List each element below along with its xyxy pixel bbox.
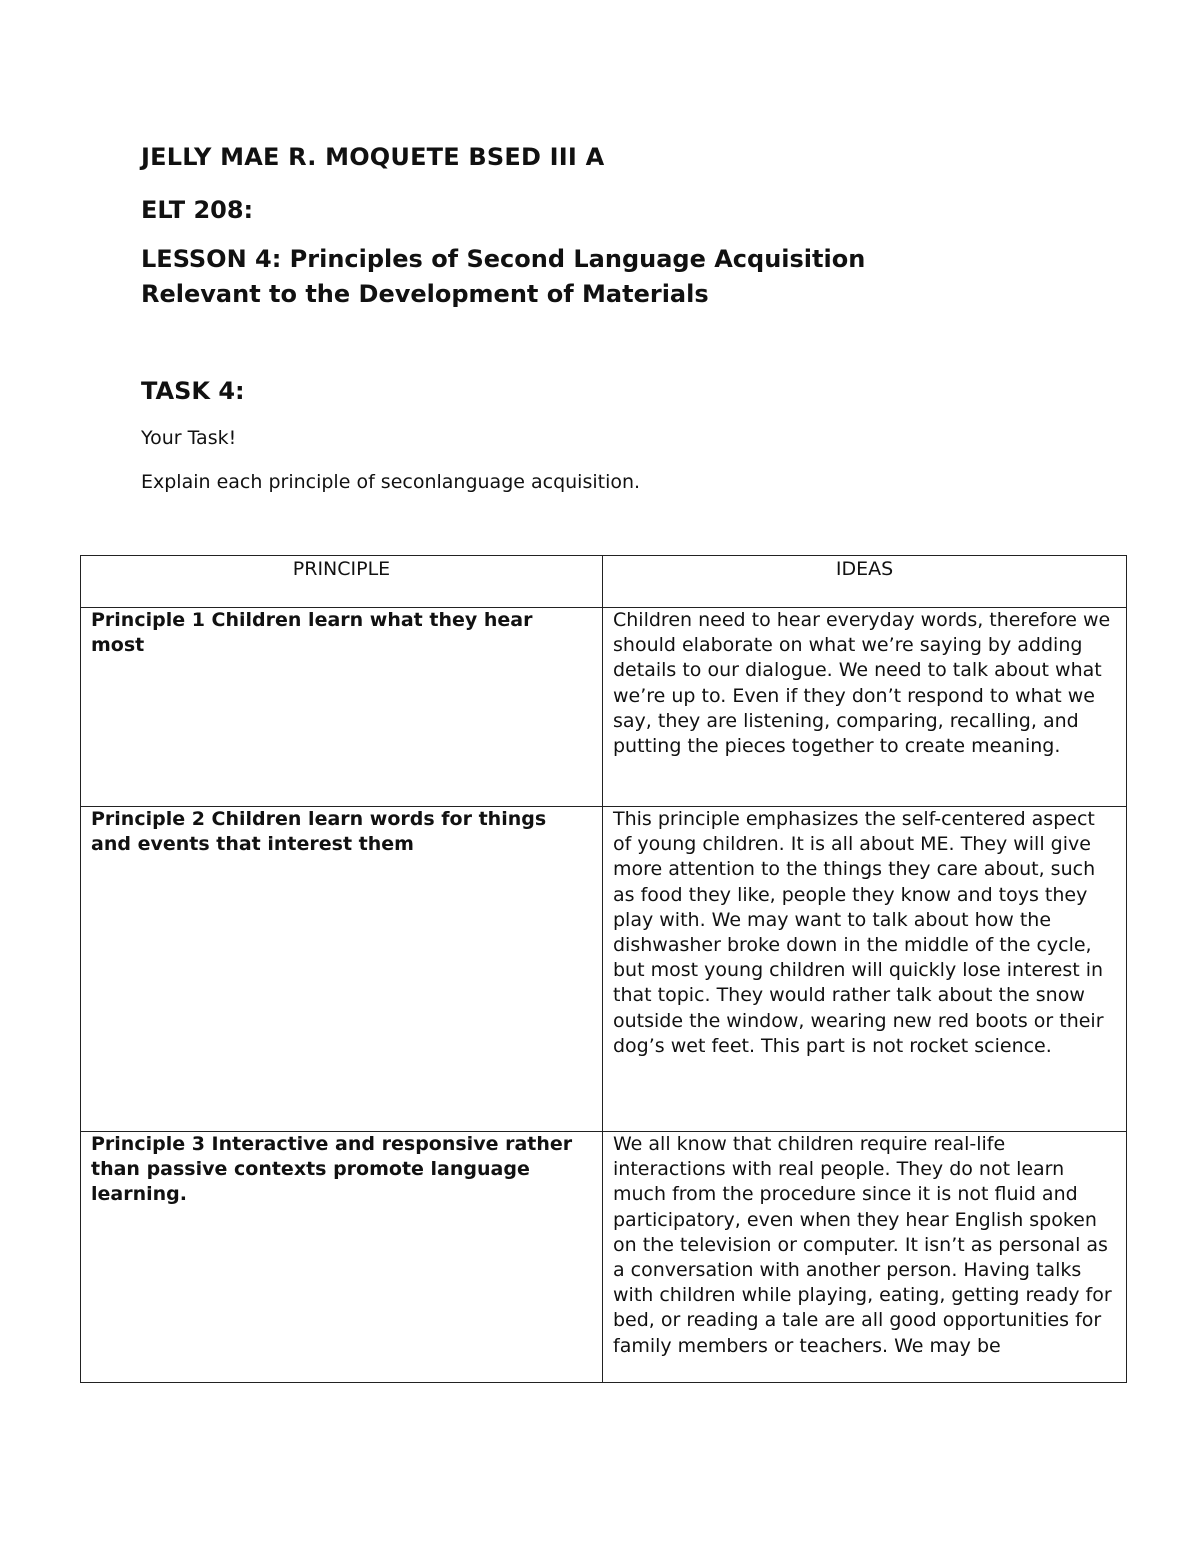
table-row <box>81 608 1127 807</box>
lesson-title <box>141 242 865 312</box>
course-code-line: ELT 208: <box>141 196 254 224</box>
principle-cell: Principle 3 Interactive and responsive rather than passive contexts promote language learning. <box>81 1132 603 1383</box>
principles-table <box>80 555 1127 1383</box>
principle-cell: Principle 1 Children learn what they hear most <box>81 608 603 807</box>
student-name-line: JELLY MAE R. MOQUETE BSED III A <box>141 143 605 171</box>
ideas-cell <box>603 1132 1127 1383</box>
your-task-label: Your Task! <box>141 427 237 449</box>
ideas-cell-text: We all know that children require real-life interactions with real people. They do not learn much from the procedure since it is not fluid and participatory, even when they hear English spoken on the television or computer. It isn’t as personal as a conversation with another person. Having talks with children while playing, eating, getting ready for bed, or reading a tale are all good opportunities for family members or teachers. We may be <box>613 1133 1112 1357</box>
table-row <box>81 807 1127 1132</box>
task-title: TASK 4: <box>141 377 245 405</box>
table-header-row <box>81 556 1127 608</box>
column-header-principle: PRINCIPLE <box>81 556 603 608</box>
column-header-ideas: IDEAS <box>603 556 1127 608</box>
ideas-cell: This principle emphasizes the self-centered aspect of young children. It is all about ME. They will give more attention to the things they care about, such as food they like, people they know and toys they play with. We may want to talk about how the dishwasher broke down in the middle of the cycle, but most young children will quickly lose interest in that topic. They would rather talk about the snow outside the window, wearing new red boots or their dog’s wet feet. This part is not rocket science. <box>603 807 1127 1132</box>
lesson-title-line-1: LESSON 4: Principles of Second Language Acquisition <box>141 245 866 273</box>
task-instruction: Explain each principle of seconlanguage acquisition. <box>141 471 641 493</box>
lesson-title-line-2: Relevant to the Development of Materials <box>141 280 709 308</box>
principle-cell: Principle 2 Children learn words for things and events that interest them <box>81 807 603 1132</box>
table-row <box>81 1132 1127 1383</box>
ideas-cell: Children need to hear everyday words, therefore we should elaborate on what we’re saying by adding details to our dialogue. We need to talk about what we’re up to. Even if they don’t respond to what we say, they are listening, comparing, recalling, and putting the pieces together to create meaning. <box>603 608 1127 807</box>
